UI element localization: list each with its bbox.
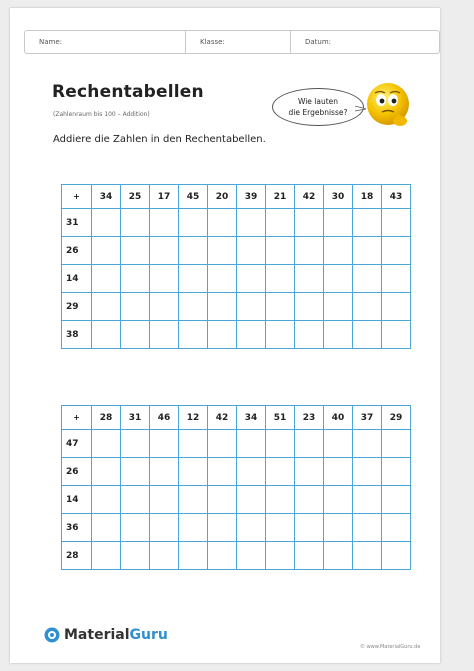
- answer-cell[interactable]: [382, 237, 411, 265]
- answer-cell[interactable]: [179, 514, 208, 542]
- answer-cell[interactable]: [121, 430, 150, 458]
- answer-cell[interactable]: [266, 209, 295, 237]
- operator-cell: +: [62, 185, 92, 209]
- row-header-cell: 29: [62, 293, 92, 321]
- column-header-cell: 39: [237, 185, 266, 209]
- answer-cell[interactable]: [121, 237, 150, 265]
- row-header-cell: 38: [62, 321, 92, 349]
- column-header-cell: 42: [208, 406, 237, 430]
- answer-cell[interactable]: [121, 265, 150, 293]
- answer-cell[interactable]: [150, 430, 179, 458]
- answer-cell[interactable]: [150, 321, 179, 349]
- answer-cell[interactable]: [92, 486, 121, 514]
- datum-label: Datum:: [305, 38, 332, 46]
- row-header-cell: 14: [62, 486, 92, 514]
- answer-cell[interactable]: [92, 514, 121, 542]
- answer-cell[interactable]: [237, 542, 266, 570]
- column-header-cell: 34: [92, 185, 121, 209]
- column-header-cell: 40: [324, 406, 353, 430]
- answer-cell[interactable]: [382, 458, 411, 486]
- speech-bubble-line-2: die Ergebnisse?: [288, 108, 348, 117]
- row-header-cell: 31: [62, 209, 92, 237]
- table-row: [62, 265, 411, 293]
- column-header-cell: 46: [150, 406, 179, 430]
- answer-cell[interactable]: [353, 458, 382, 486]
- answer-cell[interactable]: [208, 321, 237, 349]
- answer-cell[interactable]: [179, 486, 208, 514]
- row-header-cell: 26: [62, 237, 92, 265]
- answer-cell[interactable]: [237, 265, 266, 293]
- column-header-cell: 31: [121, 406, 150, 430]
- answer-cell[interactable]: [179, 293, 208, 321]
- answer-cell[interactable]: [121, 293, 150, 321]
- answer-cell[interactable]: [121, 542, 150, 570]
- answer-cell[interactable]: [150, 542, 179, 570]
- answer-cell[interactable]: [266, 542, 295, 570]
- table-row: [62, 430, 411, 458]
- answer-cell[interactable]: [382, 209, 411, 237]
- answer-cell[interactable]: [266, 486, 295, 514]
- answer-cell[interactable]: [324, 237, 353, 265]
- answer-cell[interactable]: [92, 265, 121, 293]
- answer-cell[interactable]: [237, 430, 266, 458]
- answer-cell[interactable]: [92, 458, 121, 486]
- answer-cell[interactable]: [92, 209, 121, 237]
- column-header-cell: 17: [150, 185, 179, 209]
- answer-cell[interactable]: [324, 321, 353, 349]
- page-title: Rechentabellen: [52, 82, 204, 102]
- answer-cell[interactable]: [150, 458, 179, 486]
- answer-cell[interactable]: [208, 486, 237, 514]
- answer-cell[interactable]: [237, 458, 266, 486]
- answer-cell[interactable]: [92, 542, 121, 570]
- answer-cell[interactable]: [208, 514, 237, 542]
- answer-cell[interactable]: [208, 542, 237, 570]
- answer-cell[interactable]: [295, 542, 324, 570]
- answer-cell[interactable]: [237, 321, 266, 349]
- answer-cell[interactable]: [92, 321, 121, 349]
- answer-cell[interactable]: [150, 209, 179, 237]
- klasse-label: Klasse:: [200, 38, 225, 46]
- answer-cell[interactable]: [121, 209, 150, 237]
- answer-cell[interactable]: [266, 265, 295, 293]
- column-header-cell: 45: [179, 185, 208, 209]
- student-info-bar: [24, 30, 440, 54]
- answer-cell[interactable]: [121, 486, 150, 514]
- answer-cell[interactable]: [295, 458, 324, 486]
- table-header-row: [62, 185, 411, 209]
- column-header-cell: 51: [266, 406, 295, 430]
- answer-cell[interactable]: [382, 430, 411, 458]
- table-row: [62, 486, 411, 514]
- column-header-cell: 34: [237, 406, 266, 430]
- row-header-cell: 47: [62, 430, 92, 458]
- operator-cell: +: [62, 406, 92, 430]
- table-row: [62, 209, 411, 237]
- answer-cell[interactable]: [295, 237, 324, 265]
- answer-cell[interactable]: [295, 293, 324, 321]
- answer-cell[interactable]: [382, 321, 411, 349]
- answer-cell[interactable]: [353, 293, 382, 321]
- answer-cell[interactable]: [179, 542, 208, 570]
- answer-cell[interactable]: [353, 486, 382, 514]
- answer-cell[interactable]: [324, 458, 353, 486]
- answer-cell[interactable]: [208, 293, 237, 321]
- table-header-row: [62, 406, 411, 430]
- answer-cell[interactable]: [208, 265, 237, 293]
- table-row: [62, 542, 411, 570]
- answer-cell[interactable]: [121, 514, 150, 542]
- answer-cell[interactable]: [353, 265, 382, 293]
- page-subtitle: (Zahlenraum bis 100 – Addition): [53, 111, 150, 118]
- answer-cell[interactable]: [179, 430, 208, 458]
- answer-cell[interactable]: [121, 458, 150, 486]
- column-header-cell: 21: [266, 185, 295, 209]
- answer-cell[interactable]: [353, 430, 382, 458]
- answer-cell[interactable]: [208, 209, 237, 237]
- answer-cell[interactable]: [237, 237, 266, 265]
- answer-cell[interactable]: [353, 514, 382, 542]
- answer-cell[interactable]: [150, 293, 179, 321]
- row-header-cell: 28: [62, 542, 92, 570]
- table-row: [62, 293, 411, 321]
- answer-cell[interactable]: [208, 458, 237, 486]
- row-header-cell: 26: [62, 458, 92, 486]
- answer-cell[interactable]: [382, 514, 411, 542]
- speech-bubble-line-1: Wie lauten: [297, 97, 339, 106]
- answer-cell[interactable]: [353, 321, 382, 349]
- answer-cell[interactable]: [208, 237, 237, 265]
- addition-table-2: [61, 405, 411, 570]
- answer-cell[interactable]: [92, 430, 121, 458]
- answer-cell[interactable]: [324, 293, 353, 321]
- answer-cell[interactable]: [150, 514, 179, 542]
- column-header-cell: 29: [382, 406, 411, 430]
- answer-cell[interactable]: [92, 237, 121, 265]
- answer-cell[interactable]: [92, 293, 121, 321]
- answer-cell[interactable]: [266, 293, 295, 321]
- thinking-smiley-icon: [360, 78, 416, 134]
- table-row: [62, 237, 411, 265]
- answer-cell[interactable]: [179, 265, 208, 293]
- answer-cell[interactable]: [324, 265, 353, 293]
- answer-cell[interactable]: [353, 542, 382, 570]
- name-label: Name:: [39, 38, 63, 46]
- answer-cell[interactable]: [295, 430, 324, 458]
- brand-name: [64, 627, 168, 643]
- materialguru-logo: [44, 626, 168, 644]
- answer-cell[interactable]: [150, 237, 179, 265]
- answer-cell[interactable]: [179, 237, 208, 265]
- answer-cell[interactable]: [266, 514, 295, 542]
- klasse-field[interactable]: [185, 31, 290, 53]
- table-row: [62, 321, 411, 349]
- column-header-cell: 42: [295, 185, 324, 209]
- column-header-cell: 28: [92, 406, 121, 430]
- answer-cell[interactable]: [353, 209, 382, 237]
- answer-cell[interactable]: [324, 514, 353, 542]
- answer-cell[interactable]: [266, 321, 295, 349]
- answer-cell[interactable]: [382, 542, 411, 570]
- table-row: [62, 514, 411, 542]
- answer-cell[interactable]: [237, 293, 266, 321]
- answer-cell[interactable]: [208, 430, 237, 458]
- column-header-cell: 43: [382, 185, 411, 209]
- answer-cell[interactable]: [266, 430, 295, 458]
- addition-table-1: [61, 184, 411, 349]
- answer-cell[interactable]: [382, 486, 411, 514]
- column-header-cell: 25: [121, 185, 150, 209]
- column-header-cell: 12: [179, 406, 208, 430]
- answer-cell[interactable]: [237, 209, 266, 237]
- answer-cell[interactable]: [150, 265, 179, 293]
- answer-cell[interactable]: [324, 486, 353, 514]
- answer-cell[interactable]: [179, 458, 208, 486]
- answer-cell[interactable]: [295, 486, 324, 514]
- answer-cell[interactable]: [237, 486, 266, 514]
- answer-cell[interactable]: [179, 321, 208, 349]
- answer-cell[interactable]: [150, 486, 179, 514]
- answer-cell[interactable]: [324, 209, 353, 237]
- brand-mark-icon: [44, 627, 60, 643]
- brand-name-part2: Guru: [129, 627, 168, 643]
- datum-field[interactable]: [290, 31, 439, 53]
- answer-cell[interactable]: [382, 265, 411, 293]
- speech-bubble: [272, 88, 364, 126]
- answer-cell[interactable]: [295, 209, 324, 237]
- answer-cell[interactable]: [295, 514, 324, 542]
- column-header-cell: 23: [295, 406, 324, 430]
- answer-cell[interactable]: [295, 321, 324, 349]
- footer-copyright: © www.MaterialGuru.de: [360, 644, 421, 650]
- column-header-cell: 30: [324, 185, 353, 209]
- row-header-cell: 14: [62, 265, 92, 293]
- answer-cell[interactable]: [266, 237, 295, 265]
- column-header-cell: 37: [353, 406, 382, 430]
- column-header-cell: 18: [353, 185, 382, 209]
- table-row: [62, 458, 411, 486]
- answer-cell[interactable]: [295, 265, 324, 293]
- answer-cell[interactable]: [121, 321, 150, 349]
- answer-cell[interactable]: [382, 293, 411, 321]
- answer-cell[interactable]: [237, 514, 266, 542]
- task-instruction: Addiere die Zahlen in den Rechentabellen.: [53, 134, 266, 145]
- answer-cell[interactable]: [324, 430, 353, 458]
- row-header-cell: 36: [62, 514, 92, 542]
- brand-name-part1: Material: [64, 627, 130, 643]
- answer-cell[interactable]: [353, 237, 382, 265]
- answer-cell[interactable]: [266, 458, 295, 486]
- answer-cell[interactable]: [179, 209, 208, 237]
- name-field[interactable]: [25, 31, 185, 53]
- column-header-cell: 20: [208, 185, 237, 209]
- answer-cell[interactable]: [324, 542, 353, 570]
